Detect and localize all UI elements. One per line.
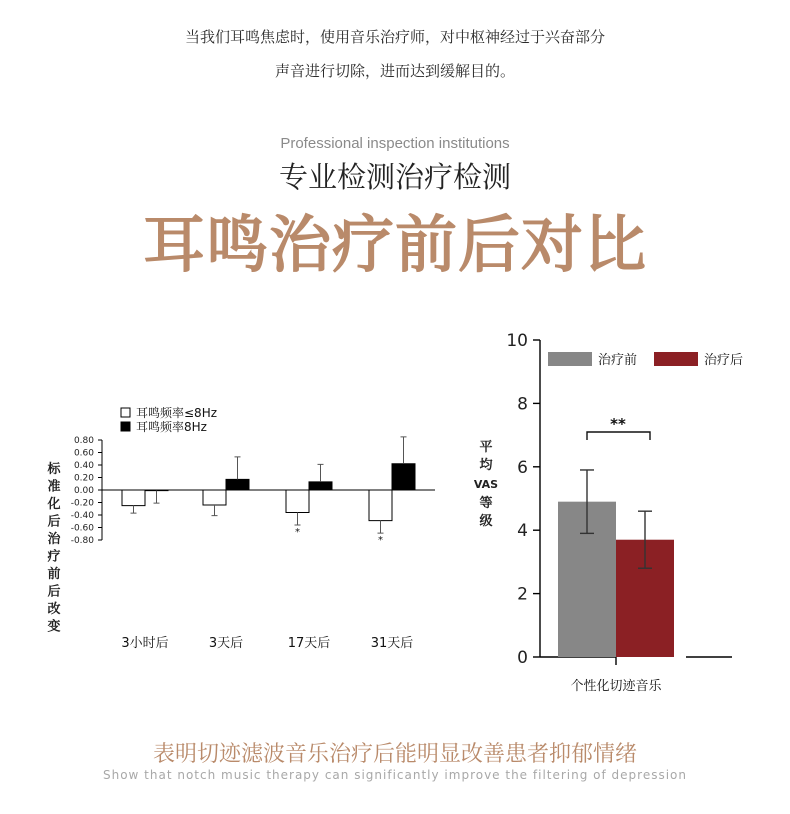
- y-axis-label-char: 前: [47, 567, 61, 582]
- legend-swatch: [121, 408, 130, 417]
- y-tick-label: -0.80: [70, 536, 94, 546]
- y-tick-label: 0.40: [73, 461, 94, 471]
- bar: [203, 490, 226, 505]
- y-tick-label: 0.60: [73, 448, 94, 459]
- footer-english: Show that notch music therapy can significantly improve the filtering of depression: [102, 768, 688, 782]
- bar: [226, 479, 249, 490]
- bar: [286, 490, 309, 513]
- bar: [369, 490, 392, 521]
- y-tick-label: 10: [506, 331, 528, 351]
- category-label: 3小时后: [121, 636, 169, 651]
- legend-label: 耳鸣频率8Hz: [136, 420, 207, 434]
- category-label: 个性化切迹音乐: [570, 679, 662, 694]
- legend-swatch: [121, 422, 130, 431]
- legend-swatch: [548, 352, 592, 366]
- bar: [392, 464, 415, 490]
- y-axis-label-char: 化: [47, 497, 61, 512]
- y-tick-label: -0.40: [70, 511, 94, 521]
- y-axis-label-part: 等: [479, 496, 493, 511]
- y-axis-label-char: 标: [47, 462, 61, 477]
- category-label: 17天后: [287, 636, 331, 651]
- frequency-change-chart: [30, 400, 450, 660]
- english-subtitle: Professional inspection institutions: [280, 135, 510, 152]
- y-tick-label: 0.00: [73, 486, 94, 496]
- y-axis-label-char: 变: [47, 619, 61, 635]
- y-axis-label-char: 后: [47, 584, 61, 600]
- y-axis-label-part: 均: [479, 458, 493, 473]
- y-axis-label-char: 准: [47, 479, 61, 495]
- y-axis-label-part: VAS: [473, 478, 499, 491]
- y-tick-label: 8: [517, 394, 528, 415]
- legend-label: 耳鸣频率≤8Hz: [136, 406, 218, 420]
- y-axis-label-char: 后: [47, 514, 61, 530]
- y-tick-label: -0.60: [70, 523, 94, 534]
- y-tick-label: 6: [517, 457, 528, 478]
- legend-swatch: [654, 352, 698, 366]
- page-title: 耳鸣治疗前后对比: [142, 208, 647, 281]
- y-axis-label-char: 疗: [47, 549, 61, 565]
- bar: [145, 490, 168, 491]
- y-tick-label: -0.20: [70, 498, 94, 509]
- category-label: 3天后: [208, 636, 244, 651]
- significance-bracket: [587, 432, 650, 440]
- bar: [309, 482, 332, 490]
- y-axis-label-part: 级: [479, 514, 493, 529]
- intro-line-2: 声音进行切除，进而达到缓解目的。: [274, 62, 515, 80]
- legend-label: 治疗前: [598, 353, 638, 368]
- chinese-subtitle: 专业检测治疗检测: [278, 160, 511, 194]
- y-tick-label: 0: [517, 648, 528, 668]
- significance-stars: **: [610, 415, 626, 433]
- category-label: 31天后: [370, 636, 414, 651]
- y-tick-label: 4: [517, 521, 528, 542]
- y-tick-label: 0.20: [73, 473, 94, 484]
- footer-conclusion: 表明切迹滤波音乐治疗后能明显改善患者抑郁情绪: [152, 742, 637, 767]
- legend-label: 治疗后: [704, 353, 744, 368]
- bar: [122, 490, 145, 506]
- significance-star: *: [378, 535, 383, 547]
- y-axis-label-char: 改: [47, 602, 61, 617]
- significance-star: *: [295, 527, 300, 538]
- y-axis-label-part: 平: [479, 440, 493, 455]
- y-tick-label: 0.80: [73, 436, 94, 446]
- y-axis-label-char: 治: [47, 532, 61, 547]
- y-tick-label: 2: [517, 584, 528, 605]
- vas-score-chart: [470, 322, 780, 702]
- intro-line-1: 当我们耳鸣焦虑时，使用音乐治疗师，对中枢神经过于兴奋部分: [184, 28, 605, 46]
